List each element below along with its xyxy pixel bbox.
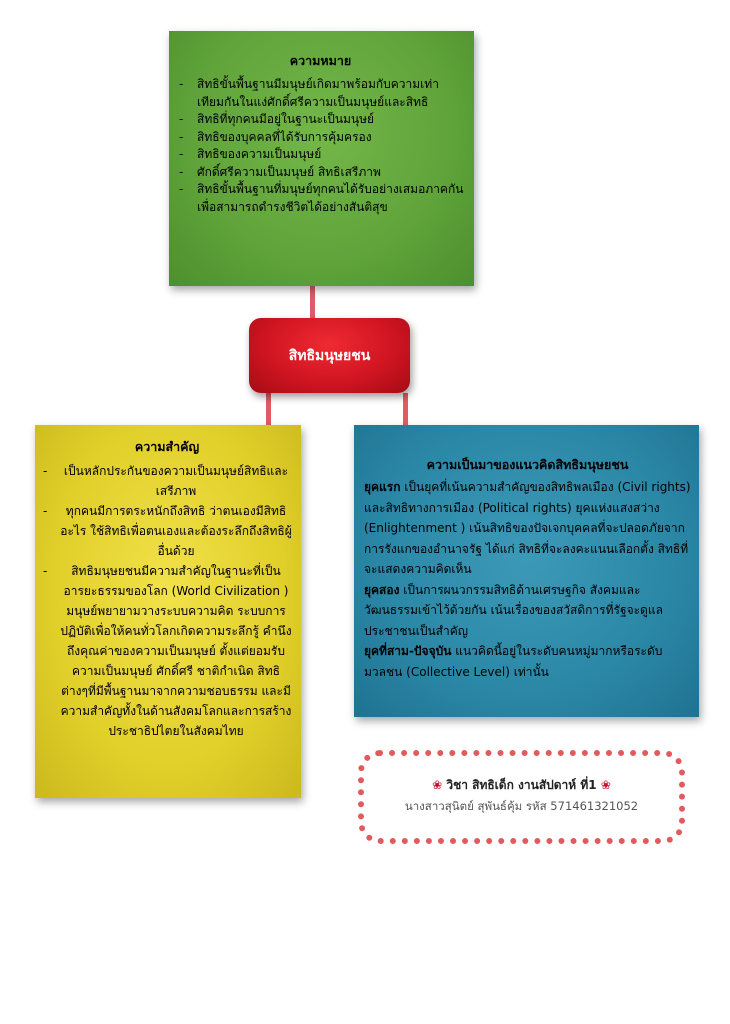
- importance-box: [35, 425, 301, 798]
- connector-importance: [266, 393, 271, 425]
- meaning-item: - สิทธิของความเป็นมนุษย์: [177, 146, 464, 164]
- era-text: เป็นยุคที่เน้นความสำคัญของสิทธิพลเมือง (Civil rights) และสิทธิทางการเมือง (Political rights) ยุคแห่งแสงสว่าง (Enlightenment ) เน้นสิทธิของปัจเจกบุคคลที่จะปลอดภัยจากการรังแกของอำนาจรัฐ ได้แก่ สิทธิที่จะลงคะแนนเลือกตั้ง สิทธิที่จะแสดงความคิดเห็น: [364, 480, 691, 576]
- course-line: [364, 775, 679, 795]
- meaning-item: - ศักดิ์ศรีความเป็นมนุษย์ สิทธิเสรีภาพ: [177, 164, 464, 182]
- course-label: วิชา สิทธิเด็ก งานสัปดาห์ ที่1: [446, 778, 597, 792]
- meaning-item: - สิทธิขั้นพื้นฐานมีมนุษย์เกิดมาพร้อมกับความเท่าเทียมกันในแง่ศักดิ์ศรีความเป็นมนุษย์และสิทธิ: [177, 76, 464, 111]
- meaning-list: [177, 76, 464, 216]
- history-title: ความเป็นมาของแนวคิดสิทธิมนุษยชน: [426, 457, 629, 472]
- importance-title: ความสำคัญ: [134, 439, 200, 454]
- importance-list: [41, 461, 293, 741]
- era-label: ยุคที่สาม-ปัจจุบัน: [364, 644, 452, 658]
- history-era-2: [364, 580, 691, 642]
- student-line: นางสาวสุนิตย์ สุพันธ์คุ้ม รหัส 571461321052: [404, 799, 639, 813]
- rose-icon: ❀: [432, 778, 443, 792]
- importance-item: - เป็นหลักประกันของความเป็นมนุษย์สิทธิและเสรีภาพ: [41, 461, 293, 501]
- connector-history: [403, 393, 408, 425]
- history-box: [354, 425, 699, 717]
- central-topic-label: สิทธิมนุษยชน: [288, 347, 371, 364]
- era-label: ยุคสอง: [364, 582, 400, 597]
- meaning-item: - สิทธิขั้นพื้นฐานที่มนุษย์ทุกคนได้รับอย่างเสมอภาคกันเพื่อสามารถดำรงชีวิตได้อย่างสันติสุข: [177, 181, 464, 216]
- meaning-item: - สิทธิของบุคคลที่ได้รับการคุ้มครอง: [177, 129, 464, 147]
- history-era-1: [364, 477, 691, 580]
- history-era-3: [364, 641, 691, 682]
- importance-item: - ทุกคนมีการตระหนักถึงสิทธิ ว่าตนเองมีสิทธิอะไร ใช้สิทธิเพื่อตนเองและต้องระลึกถึงสิทธิผู้อื่นด้วย: [41, 501, 293, 561]
- footer-card: [358, 750, 685, 844]
- meaning-box: [169, 31, 474, 286]
- era-label: ยุคแรก: [364, 480, 401, 494]
- central-topic-node: [249, 318, 410, 393]
- importance-item: - สิทธิมนุษยชนมีความสำคัญในฐานะที่เป็นอารยะธรรมของโลก (World Civilization ) มนุษย์พยายามวางระบบความคิด ระบบการปฏิบัติเพื่อให้คนทั่วโลกเกิดความระลึกรู้ คำนึงถึงคุณค่าของความเป็นมนุษย์ ตั้งแต่ยอมรับความเป็นมนุษย์ ศักดิ์ศรี ชาติกำเนิด สิทธิต่างๆที่มีพื้นฐานมาจากความชอบธรรม และมีความสำคัญทั้งในด้านสังคมโลกและการสร้างประชาธิปไตยในสังคมไทย: [41, 561, 293, 741]
- era-text: แนวคิดนี้อยู่ในระดับคนหมู่มากหรือระดับมวลชน (Collective Level) เท่านั้น: [364, 644, 663, 679]
- meaning-item: - สิทธิที่ทุกคนมีอยู่ในฐานะเป็นมนุษย์: [177, 111, 464, 129]
- era-text: เป็นการผนวกรรมสิทธิด้านเศรษฐกิจ สังคมและวัฒนธรรมเข้าไว้ด้วยกัน เน้นเรื่องของสวัสดิการที่รัฐจะดูแลประชาชนเป็นสำคัญ: [364, 582, 663, 638]
- rose-icon: ❀: [600, 778, 611, 792]
- meaning-title: ความหมาย: [289, 53, 352, 68]
- connector-meaning: [310, 286, 315, 318]
